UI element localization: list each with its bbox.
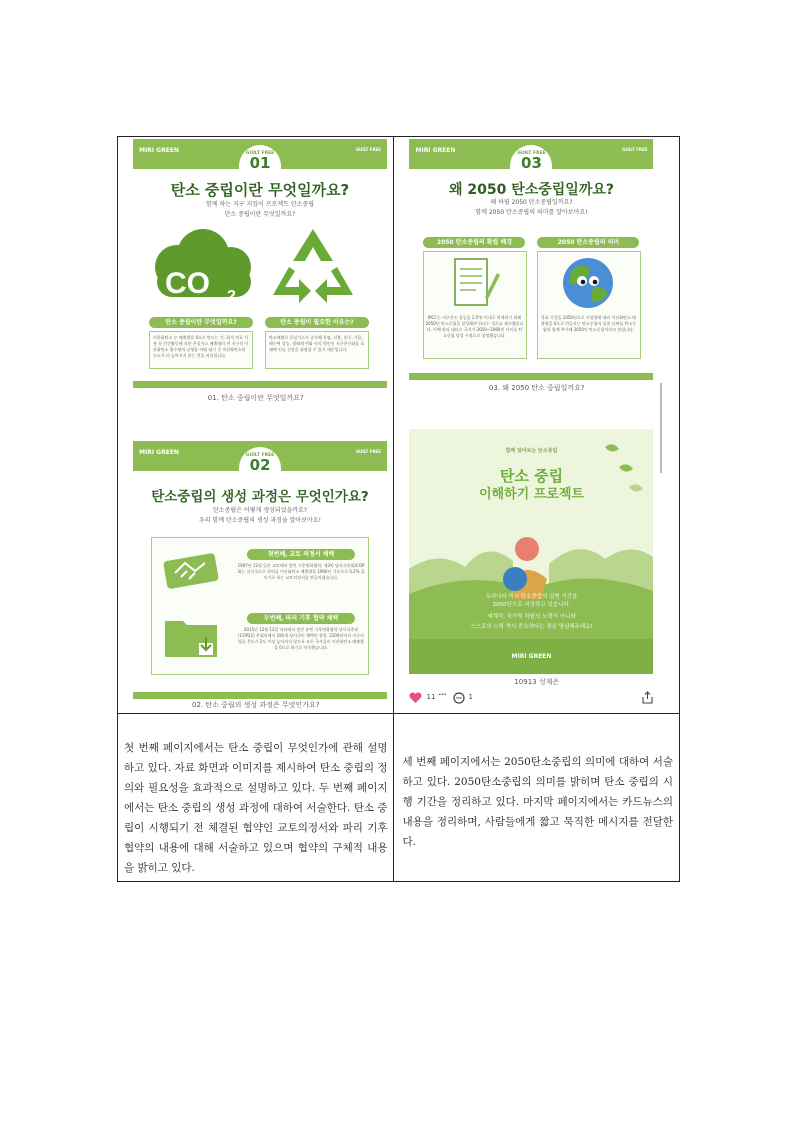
- message-line-2: 2050년으로 지정하고 있습니다.: [492, 602, 571, 608]
- pill-kyoto: 첫번째, 교토 의정서 채택: [247, 549, 355, 560]
- card-1: [133, 139, 387, 388]
- like-count: 11: [426, 693, 436, 701]
- pill-reason: 탄소 중립이 필요한 이유는?: [265, 317, 369, 328]
- card-4: [409, 429, 653, 674]
- card-title-line-1: 탄소 중립: [499, 467, 564, 485]
- right-paragraph: 세 번째 페이지에서는 2050탄소중립의 의미에 대하여 서술하고 있다. 2050탄소중립의 의미를 밝히며 탄소 중립의 시행 기간을 정리하고 있다. 마지막 페이지에서는 카드뉴스의 내용을 정리하며, 사람들에게 짧고 묵직한 메시지를 전달한다.: [402, 756, 673, 848]
- recycle-icon: [271, 227, 355, 307]
- message-line-4: 스스로의 노력 역시 중요하다는 점을 명심해주세요!: [470, 624, 593, 630]
- card-subtitle-1: 함께 하는 지구 지킴이 프로젝트 탄소중립: [205, 201, 315, 208]
- badge-label: GUILT FREE: [245, 151, 275, 156]
- card-subtitle-1: 왜 하필 2050 탄소중립일까요?: [490, 199, 573, 206]
- card-subtitle-2: 우리 함께 탄소중립의 생성 과정을 알아보아요!: [198, 517, 322, 524]
- author-caption: 10913 성재은: [514, 678, 560, 686]
- message-line-3: 세계적, 국가적 차원의 노력이 아니라: [487, 614, 576, 620]
- card-title: 탄소 중립이란 무엇일까요?: [170, 181, 350, 199]
- scrollbar-thumb[interactable]: [660, 383, 662, 473]
- pill-background: 2050 탄소중립의 확립 배경: [423, 237, 525, 248]
- card-footer-bar: [133, 381, 387, 388]
- globe-icon: [561, 255, 615, 311]
- definition-box: 이산화탄소 순 배출량을 0으로 만드는 것. 화석 연료 사용 등 인간활동에 의한 온실가스 배출량의 전 지구적 이산화탄소 흡수량의 균형을 이뤄 대기 중 이산화탄소의 농도가 더 높아지지 않는 것을 의미합니다.: [149, 331, 253, 369]
- badge-number: 03: [521, 154, 542, 172]
- card-title: 탄소중립의 생성 과정은 무엇인가요?: [151, 489, 369, 505]
- paris-text: 2015년 12월 12일 파리에서 열린 유엔 기후변화협약 당사국총회(COP21) 본회의에서 195개 당사국이 채택한 협정. 2100년까지 지구의 평균 온도가 2도 이상 높아지지 않도록 모든 국가들이 이산화탄소 배출량을 0으로 하기로 약속했습니다.: [237, 627, 365, 650]
- svg-text:2: 2: [227, 288, 236, 305]
- comment-count: 1: [468, 693, 473, 701]
- card-subtitle-1: 탄소중립은 어떻게 생성되었을까요?: [213, 507, 307, 514]
- co2-cloud-icon: [147, 227, 259, 309]
- comment-icon[interactable]: [453, 692, 465, 706]
- svg-text:CO: CO: [165, 267, 210, 300]
- brand-logo: MIRI GREEN: [415, 147, 456, 154]
- right-image-cell: [394, 137, 680, 714]
- left-image-cell: [118, 137, 394, 714]
- card-title: 왜 2050 탄소중립일까요?: [448, 182, 614, 198]
- caption-1: 01. 탄소 중립이란 무엇일까요?: [207, 394, 304, 402]
- more-icon[interactable]: ···: [438, 691, 447, 699]
- card-footer-bar: [409, 373, 653, 380]
- folder-download-icon: [163, 613, 219, 659]
- badge-number: 02: [249, 456, 271, 474]
- badge-label: GUILT FREE: [245, 453, 275, 458]
- message-line-1: 우리나라 역시 탄소중립의 실현 기간을: [485, 594, 578, 600]
- kyoto-text: 1997년 12월 일본 교토에서 열린 기후변화협약, 제3차 당사국총회(COP 3)는 선진국으로 하여금 이산화탄소 배출량을 1990년 기준으로 5.2% 줄이기로 하는 교토의정서를 만들어냈습니다.: [237, 563, 365, 580]
- share-icon[interactable]: [642, 691, 653, 706]
- badge-label: GUILT FREE: [517, 151, 546, 156]
- header-tag: GUILT FREE: [355, 147, 381, 152]
- badge-number: 01: [249, 154, 271, 172]
- card-kicker: 함께 알아보는 탄소중립: [505, 448, 558, 454]
- right-text-cell: [394, 714, 680, 882]
- caption-2: 02. 탄소 중립의 생성 과정은 무엇인가요?: [192, 701, 320, 709]
- background-text: IPCC는 지구온도 상승을 1.5℃ 이내로 억제하기 위해 2050년 탄소중립을 달성해야 한다는 경로를 제시했습니다. 이에 따라 대다수 국가가 2050~2060년 사이를 탄소중립 달성 시점으로 설정했습니다.: [425, 315, 524, 338]
- reason-box: 탄소배출로 온실가스가 증가해 폭염, 산불, 홍수, 가뭄, 해수면 상승, 생태계 변화 등의 원인인 지구온난화를 초래해 인류 건강을 위협할 수 있기 때문입니다.: [265, 331, 369, 369]
- pill-meaning: 2050 탄소중립의 의미: [537, 237, 639, 248]
- handshake-icon: [161, 549, 221, 591]
- heart-icon[interactable]: [409, 692, 422, 706]
- content-table: [117, 136, 680, 882]
- pill-paris: 두번째, 파리 기후 협약 채택: [247, 613, 355, 624]
- brand-logo: MIRI GREEN: [511, 653, 552, 660]
- caption-3: 03. 왜 2050 탄소 중립일까요?: [488, 384, 585, 392]
- header-tag: GUILT FREE: [355, 449, 381, 454]
- card-3: [409, 139, 653, 380]
- header-tag: GUILT FREE: [622, 147, 648, 152]
- reactions-bar: [409, 691, 657, 707]
- card-subtitle-2: 함께 2050 탄소중립의 의미를 알아보아요!: [475, 209, 588, 216]
- left-text-cell: [118, 714, 394, 882]
- brand-logo: MIRI GREEN: [139, 449, 179, 456]
- brand-logo: MIRI GREEN: [139, 147, 179, 154]
- card-title-line-2: 이해하기 프로젝트: [478, 487, 584, 502]
- card-2: [133, 441, 387, 699]
- document-pen-icon: [449, 255, 501, 311]
- card-subtitle-2: 탄소 중립이란 무엇일까요?: [224, 211, 296, 218]
- card-footer-bar: [133, 692, 387, 699]
- meaning-text: 목표 기간을 2050년으로 지정함에 따라 이산화탄소 배출량을 0으로 만들자는 탄소중립의 실천 날짜를 탄소중립의 함께 추가해 2050년 탄소중립이라고 불립니다.: [540, 315, 637, 332]
- left-paragraph: 첫 번째 페이지에서는 탄소 중립이 무엇인가에 관해 설명하고 있다. 자료 화면과 이미지를 제시하여 탄소 중립의 정의와 필요성을 효과적으로 설명하고 있다. 두 번째 페이지에서는 탄소 중립의 생성 과정에 대하여 서술한다. 탄소 중립이 시행되기 전 체결된 협약인 교토의정서와 파리 기후 협약의 내용에 대해 서술하고 있으며 협약의 구체적 내용을 밝히고 있다.: [124, 742, 388, 874]
- pill-definition: 탄소 중립이란 무엇일까요?: [149, 317, 253, 328]
